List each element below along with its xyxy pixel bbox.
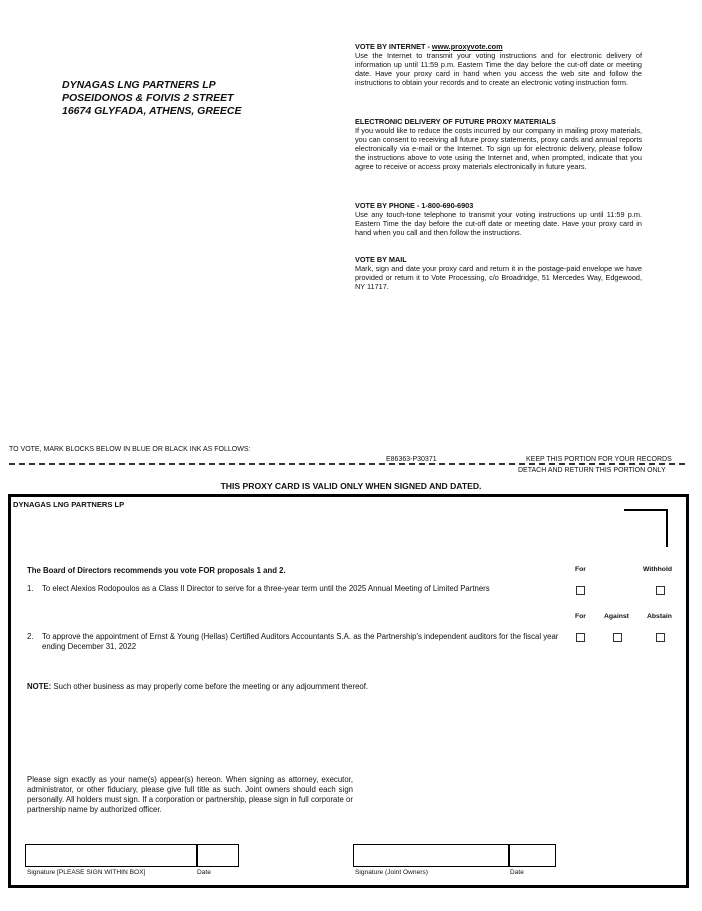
date-label-1: Date [197,869,211,876]
electronic-delivery-section [355,117,642,172]
joint-signature-box[interactable] [353,844,510,867]
signature-line [25,866,237,867]
proposal-1 [27,584,567,606]
company-address [62,79,242,118]
proposal2-for-checkbox[interactable] [576,633,585,642]
proposal2-abstain-checkbox[interactable] [656,633,665,642]
signing-instructions-text: Please sign exactly as your name(s) appear(s) hereon. When signing as attorney, executor, administrator, or other fiduciary, please give full title as such. Joint owners should each sign personally. All holders must sign. If a corporation or partnership, please sign in full corporate or partnership name by authorized officer. [27,775,353,814]
vote-by-phone-section [355,201,642,237]
proposal2-number: 2. [27,632,34,641]
electronic-delivery-text: If you would like to reduce the costs incurred by our company in mailing proxy materials, you can consent to receiving all future proxy statements, proxy cards and annual reports electronically via e-mail or the Internet. To sign up for electronic delivery, please follow the instructions above to vote using the Internet and, when prompted, indicate that you agree to receive or access proxy materials electronically in future years. [355,126,642,172]
signature-label: Signature [PLEASE SIGN WITHIN BOX] [27,869,146,876]
vote-by-phone-heading: VOTE BY PHONE - 1-800-690-6903 [355,201,474,210]
proposal2-against-header: Against [604,613,629,620]
vote-by-phone-text: Use any touch-tone telephone to transmit your voting instructions up until 11:59 p.m. Eastern Time the day before the cut-off date or meeting date. Have your proxy card in hand when you call and then follow the instructions. [355,210,642,238]
proxy-card-frame [8,494,689,888]
vote-by-mail-text: Mark, sign and date your proxy card and return it in the postage-paid envelope we have provided or return it to Vote Processing, c/o Broadridge, 51 Mercedes Way, Edgewood, NY 11717. [355,264,642,292]
mark-instructions: TO VOTE, MARK BLOCKS BELOW IN BLUE OR BLACK INK AS FOLLOWS: [9,446,251,453]
signing-instructions [27,775,353,815]
vote-by-mail-heading: VOTE BY MAIL [355,255,407,264]
proxy-card-title: DYNAGAS LNG PARTNERS LP [13,500,125,509]
company-street: POSEIDONOS & FOIVIS 2 STREET [62,92,234,104]
note-text: Such other business as may properly come before the meeting or any adjournment thereof. [51,682,369,691]
proposal2-text: To approve the appointment of Ernst & Young (Hellas) Certified Auditors Accountants S.A. as the Partnership's independent auditors for the fiscal year ending December 31, 2022 [42,632,559,651]
company-city: 16674 GLYFADA, ATHENS, GREECE [62,105,242,117]
vote-by-mail-section [355,255,642,291]
proposal1-withhold-checkbox[interactable] [656,586,665,595]
note-label: NOTE: [27,682,52,691]
board-recommendation: The Board of Directors recommends you vote FOR proposals 1 and 2. [27,566,286,575]
proposal1-text: To elect Alexios Rodopoulos as a Class II Director to serve for a three-year term until the 2025 Annual Meeting of Limited Partners [42,584,490,593]
joint-signature-line [353,866,554,867]
corner-mark [624,509,668,547]
proposal-2 [27,632,567,654]
signature-box[interactable] [25,844,198,867]
proposal1-for-header: For [575,566,586,573]
keep-portion-label: KEEP THIS PORTION FOR YOUR RECORDS [526,456,672,463]
vote-by-internet-section [355,42,642,87]
vote-by-internet-text: Use the Internet to transmit your voting instructions and for electronic delivery of information up until 11:59 p.m. Eastern Time the day before the cut-off date or meeting date. Have your proxy card in hand when you access the web site and follow the instructions to obtain your records and to create an electronic voting instruction form. [355,51,642,88]
company-name: DYNAGAS LNG PARTNERS LP [62,79,216,91]
control-number: E86363-P30371 [386,456,437,463]
proposal1-withhold-header: Withhold [643,566,673,573]
date-label-2: Date [510,869,524,876]
date-box-2[interactable] [508,844,556,867]
valid-notice: THIS PROXY CARD IS VALID ONLY WHEN SIGNED AND DATED. [220,481,482,491]
joint-signature-label: Signature (Joint Owners) [355,869,428,876]
electronic-delivery-heading: ELECTRONIC DELIVERY OF FUTURE PROXY MATERIALS [355,117,556,126]
date-box-1[interactable] [196,844,239,867]
proposal2-abstain-header: Abstain [647,613,672,620]
detach-portion-label: DETACH AND RETURN THIS PORTION ONLY [518,467,666,474]
proposal1-for-checkbox[interactable] [576,586,585,595]
proposal2-against-checkbox[interactable] [613,633,622,642]
detach-dashed-line [9,463,685,465]
other-business-note [27,682,368,691]
proposal1-number: 1. [27,584,34,593]
vote-by-internet-heading: VOTE BY INTERNET - [355,42,432,51]
proxyvote-link[interactable]: www.proxyvote.com [431,42,503,51]
proposal2-for-header: For [575,613,586,620]
